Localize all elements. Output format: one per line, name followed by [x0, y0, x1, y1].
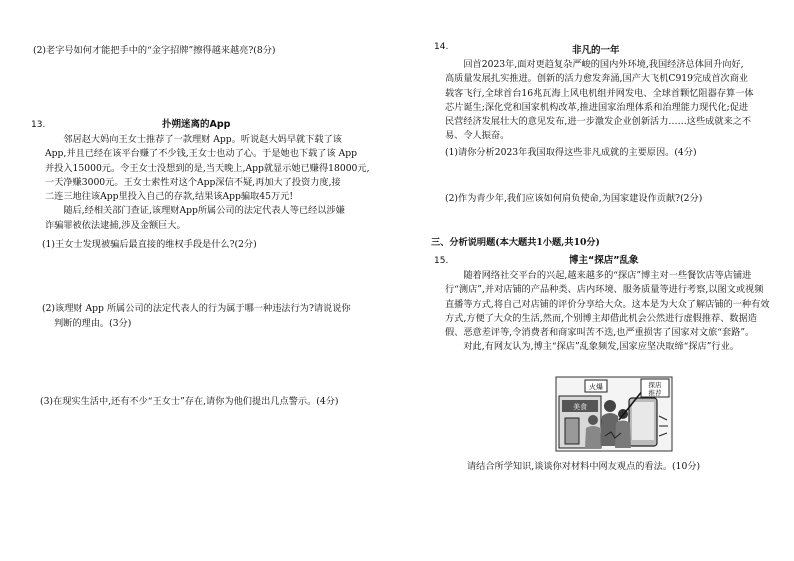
question-15-number: 15. [434, 256, 449, 266]
material-line: 高质量发展扎实推进。创新的活力愈发奔涌,国产大飞机C919完成首次商业 [445, 73, 749, 85]
question-13-part-2-line1: (2)该理财 App 所属公司的法定代表人的行为属于哪一种违法行为?请说说你 [42, 303, 351, 314]
material-line: 随后,经相关部门查证,该理财App所属公司的法定代表人等已经以涉嫌 [45, 205, 345, 217]
material-line: 邻居赵大妈向王女士推荐了一款理财 App。听说赵大妈早就下载了该 [45, 134, 342, 145]
material-line: 假、恶意差评等,令消费者和商家叫苦不迭,也严重损害了国家对文旅“套路”。 [445, 327, 755, 339]
sign-right-text-2: 推荐 [648, 389, 662, 397]
cartoon-drawing [555, 376, 673, 452]
question-12-part-2: (2)老字号如何才能把手中的“金字招牌”擦得越来越亮?(8分) [33, 45, 276, 56]
question-13-material [45, 133, 370, 233]
material-line: 方式,方便了大众的生活,然而,个别博主却借此机会公然进行虚假推荐、数据造 [445, 312, 757, 324]
material-line: 芯片诞生;深化党和国家机构改革,推进国家治理体系和治理能力现代化;促进 [445, 101, 749, 113]
right-page [397, 0, 794, 561]
cartoon-illustration [555, 376, 673, 452]
question-15-prompt: 请结合所学知识,谈谈你对材料中网友观点的看法。(10分) [467, 461, 701, 472]
material-line: 诈骗罪被依法逮捕,涉及金额巨大。 [45, 219, 186, 231]
question-13-title: 扑朔迷离的App [162, 119, 231, 130]
material-line: 直播等方式,将自己对店铺的评价分享给大众。这本是为大众了解店铺的一种有效 [445, 298, 770, 310]
question-13-part-3: (3)在现实生活中,还有不少“王女士”存在,请你为他们提出几点警示。(4分) [40, 396, 339, 407]
question-15-title: 博主“探店”乱象 [569, 255, 639, 266]
material-line: 二连三地往该App里投入自己的存款,结果该App骗取45万元! [45, 191, 294, 203]
sign-right-text-1: 探店 [648, 381, 662, 389]
material-line: 民营经济发展壮大的意见发布,进一步激发企业创新活力……这些成就来之不 [445, 116, 752, 128]
material-line: 对此,有网友认为,博主“探店”乱象频发,国家应坚决取缔“探店”行业。 [445, 341, 739, 353]
question-14-title: 非凡的一年 [572, 45, 620, 56]
material-line: 易、令人振奋。 [445, 130, 510, 142]
material-line: 行“测店”,并对店铺的产品种类、店内环境、服务质量等进行考察,以图文或视频 [445, 284, 764, 296]
sign-left-text: 火爆 [589, 383, 603, 391]
question-13-part-1: (1)王女士发现被骗后最直接的维权手段是什么?(2分) [42, 239, 257, 250]
material-line: 一天净赚3000元。王女士索性对这个App深信不疑,再加大了投资力度,接 [45, 176, 341, 188]
section-3-heading: 三、分析说明题(本大题共1小题,共10分) [431, 237, 600, 248]
material-line: 随着网络社交平台的兴起,越来越多的“探店”博主对一些餐饮店等店铺进 [445, 270, 752, 281]
material-line: 回首2023年,面对更趋复杂严峻的国内外环境,我国经济总体回升向好, [445, 59, 744, 70]
question-13-part-2-line2: 判断的理由。(3分) [54, 318, 132, 329]
question-14-material [445, 58, 754, 144]
question-13-number: 13. [31, 120, 46, 130]
material-line: 并投入15000元。令王女士没想到的是,当天晚上,App就显示她已赚得18000元, [45, 162, 370, 174]
material-line: App,并且已经在该平台赚了不少钱,王女士也动了心。于是她也下载了该 App [45, 148, 357, 160]
question-14-part-1: (1)请你分析2023年我国取得这些非凡成就的主要原因。(4分) [445, 147, 697, 158]
question-14-number: 14. [434, 42, 449, 52]
material-line: 载客飞行,全球首台16兆瓦海上风电机组并网发电、全球首颗忆阻器存算一体 [445, 87, 754, 99]
question-15-material [445, 269, 769, 355]
question-14-part-2: (2)作为青少年,我们应该如何肩负使命,为国家建设作贡献?(2分) [445, 193, 703, 204]
shop-sign-text: 美食 [573, 403, 587, 411]
